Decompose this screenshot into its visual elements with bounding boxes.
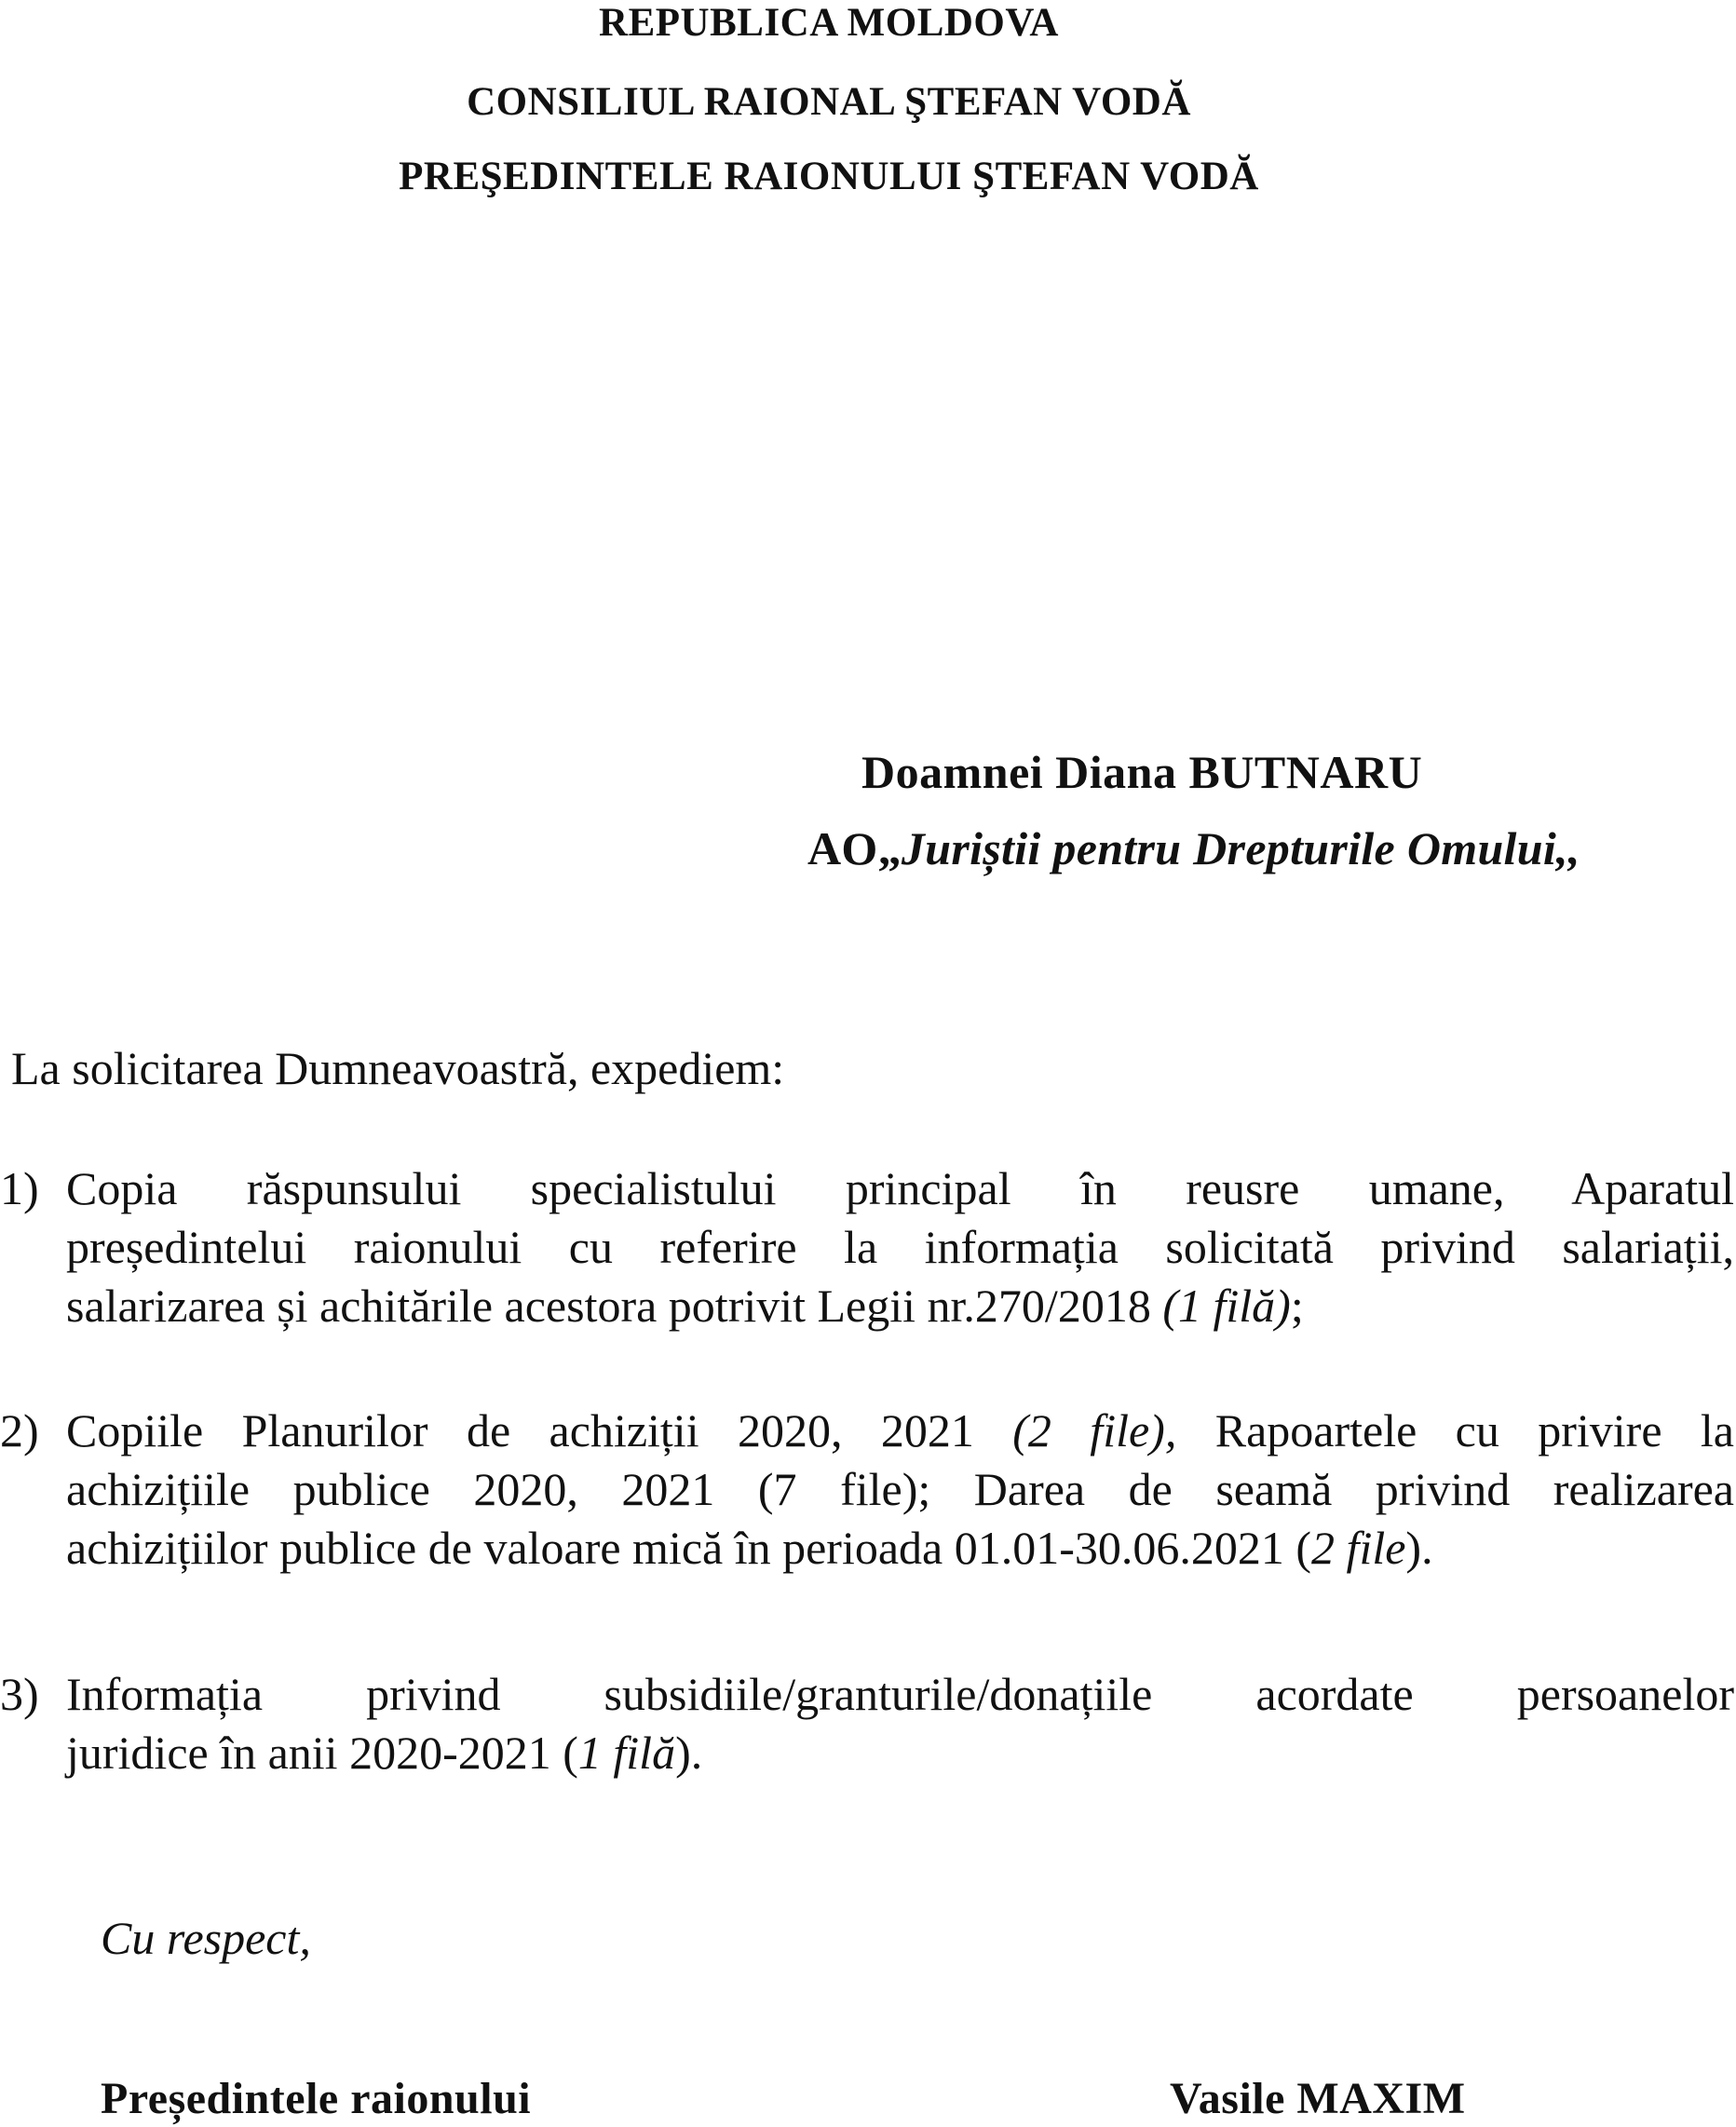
page-count: (1 filă)	[1162, 1280, 1291, 1332]
line-suffix: ).	[675, 1727, 703, 1779]
page-count: 2 file	[1311, 1522, 1406, 1574]
list-item-number: 1)	[0, 1162, 39, 1214]
list-item-line: Copia răspunsului specialistului principal în reusre umane, Aparatul	[66, 1162, 1734, 1214]
addressee-org-prefix: AO„	[807, 822, 902, 874]
signatory-role: Președintele raionului	[101, 2074, 532, 2123]
addressee-org-name: Juriștii pentru Drepturile Omului,,	[901, 822, 1580, 874]
list-item-line: Informația privind subsidiile/granturile/donațiile acordate persoanelor	[66, 1668, 1734, 1720]
line-suffix: Rapoartele cu privire la	[1176, 1404, 1734, 1456]
line-text: Copiile Planurilor de achiziții 2020, 2021	[66, 1404, 1013, 1456]
page-count: (2 file),	[1012, 1404, 1177, 1456]
header-council: CONSILIUL RAIONAL ŞTEFAN VODĂ	[467, 80, 1191, 124]
line-text: salarizarea și achitările acestora potrivit Legii nr.270/2018	[66, 1280, 1163, 1332]
line-suffix: ).	[1405, 1522, 1433, 1574]
header-country: REPUBLICA MOLDOVA	[599, 1, 1059, 45]
list-item-line: achizițiile publice 2020, 2021 (7 file); Darea de seamă privind realizarea	[66, 1463, 1734, 1515]
list-item-text	[66, 1159, 1734, 1335]
closing-salutation: Cu respect,	[101, 1912, 311, 1964]
page-count: 1 filă	[577, 1727, 676, 1779]
list-item-text	[66, 1665, 1734, 1782]
header-president: PREŞEDINTELE RAIONULUI ŞTEFAN VODĂ	[399, 155, 1259, 198]
line-text: juridice în anii 2020-2021 (	[66, 1727, 578, 1779]
line-suffix: ;	[1290, 1280, 1304, 1332]
addressee-organization	[807, 821, 1580, 875]
list-item-line	[66, 1724, 1734, 1782]
list-item-number: 2)	[0, 1404, 39, 1456]
addressee-name: Doamnei Diana BUTNARU	[861, 746, 1423, 798]
list-item-line	[66, 1402, 1734, 1460]
signatory-name: Vasile MAXIM	[1170, 2074, 1466, 2123]
list-item-line	[66, 1519, 1734, 1578]
list-item-text	[66, 1402, 1734, 1578]
intro-text: La solicitarea Dumneavoastră, expediem:	[11, 1042, 785, 1094]
line-text: achizițiilor publice de valoare mică în perioada 01.01-30.06.2021 (	[66, 1522, 1312, 1574]
list-item-number: 3)	[0, 1668, 39, 1720]
list-item-line: președintelui raionului cu referire la informația solicitată privind salariații,	[66, 1221, 1734, 1273]
list-item-line	[66, 1277, 1734, 1335]
